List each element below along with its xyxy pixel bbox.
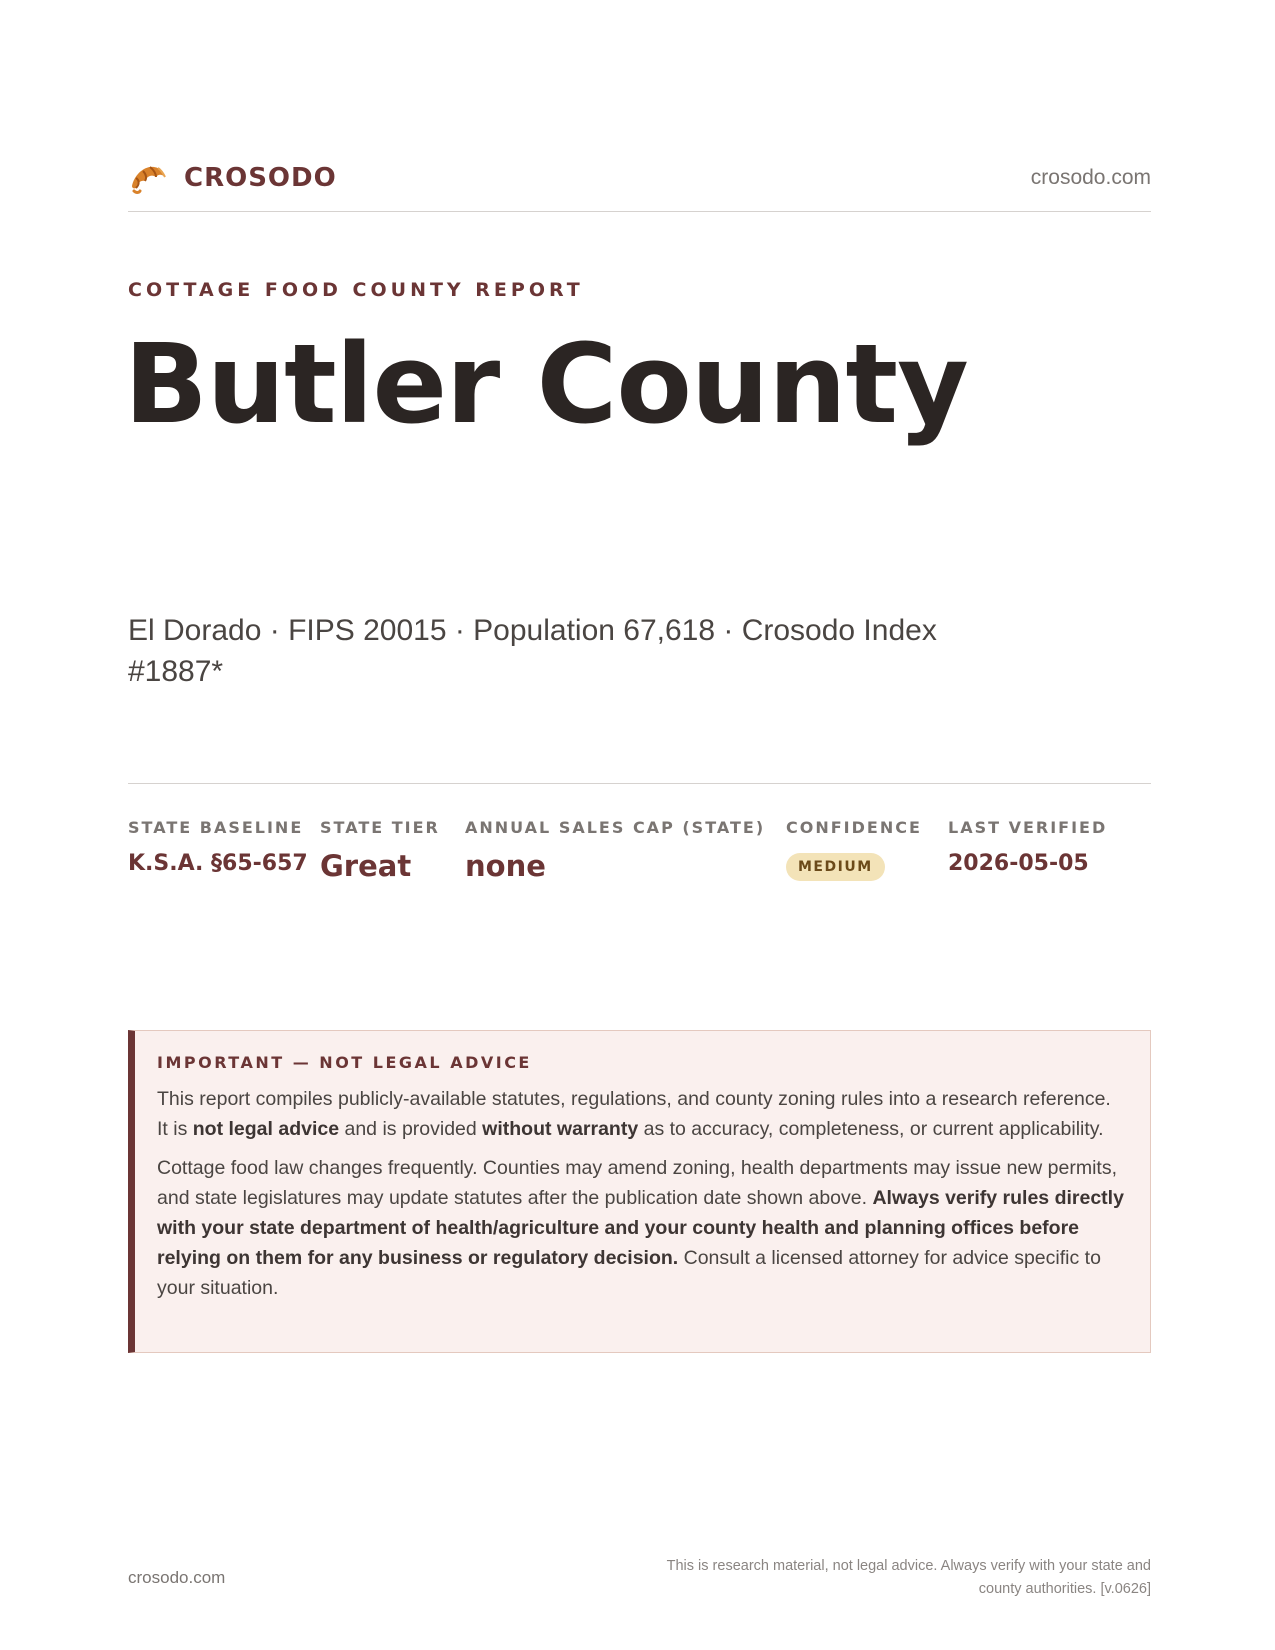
header-url[interactable]: crosodo.com <box>1030 166 1151 189</box>
fact-label: ANNUAL SALES CAP (STATE) <box>465 818 766 837</box>
confidence-badge: MEDIUM <box>786 853 885 881</box>
notice-paragraph: This report compiles publicly-available statutes, regulations, and county zoning rules into a research reference. It is not legal advice and is provided without warranty as to accuracy, completeness, or current applicability. <box>157 1088 1111 1140</box>
footer-url[interactable]: crosodo.com <box>128 1568 226 1587</box>
brand-name: CROSODO <box>184 163 337 193</box>
croissant-icon <box>128 158 168 198</box>
fact-value: K.S.A. §65-657 <box>128 851 308 876</box>
fact-confidence <box>786 818 922 881</box>
report-eyebrow: COTTAGE FOOD COUNTY REPORT <box>128 279 584 301</box>
legal-notice <box>128 1030 1151 1353</box>
brand[interactable] <box>128 158 337 198</box>
fact-sales-cap <box>465 818 765 883</box>
fact-value: 2026-05-05 <box>948 851 1089 876</box>
section-divider <box>128 783 1151 784</box>
fact-value: none <box>465 849 546 883</box>
page-title: Butler County <box>124 320 968 448</box>
fact-last-verified <box>948 818 1107 876</box>
fact-label: STATE BASELINE <box>128 818 304 837</box>
footer-disclaimer: This is research material, not legal advice. Always verify with your state and county authorities. [v.0626] <box>666 1558 1151 1597</box>
fact-state-tier <box>320 818 440 883</box>
fact-value: Great <box>320 849 412 883</box>
fact-label: LAST VERIFIED <box>948 818 1108 837</box>
fact-label: STATE TIER <box>320 818 440 837</box>
fact-state-baseline <box>128 818 308 876</box>
fact-label: CONFIDENCE <box>786 818 922 837</box>
page-header <box>128 158 1151 212</box>
county-subtitle: El Dorado · FIPS 20015 · Population 67,618 · Crosodo Index #1887* <box>128 614 937 688</box>
notice-paragraph: Cottage food law changes frequently. Counties may amend zoning, health departments may issue new permits, and state legislatures may update statutes after the publication date shown above. Always verify rules directly with your state department of health/agriculture and your county health and planning offices before relying on them for any business or regulatory decision. Consult a licensed attorney for advice specific to your situation. <box>157 1157 1124 1299</box>
notice-heading: IMPORTANT — NOT LEGAL ADVICE <box>157 1053 532 1072</box>
